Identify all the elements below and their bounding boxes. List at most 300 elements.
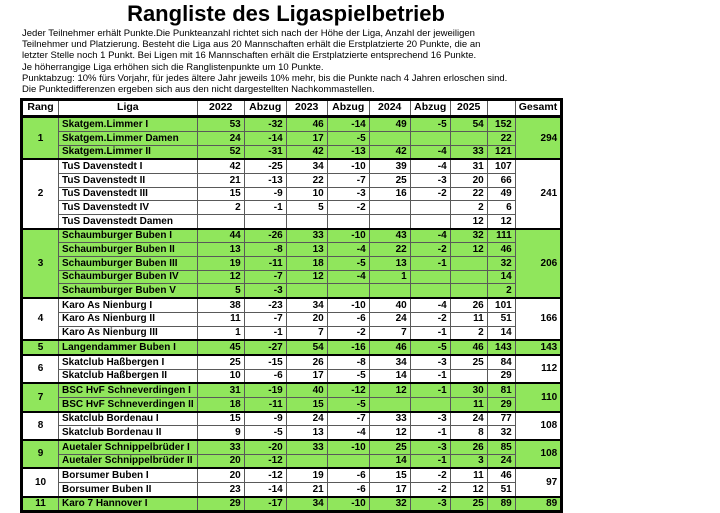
- value-cell: 2: [197, 201, 244, 215]
- document-page: [0, 2, 720, 511]
- value-cell: 53: [197, 117, 244, 132]
- team-name-cell: Karo 7 Hannover I: [59, 497, 198, 512]
- value-cell: 31: [450, 159, 487, 173]
- value-cell: 14: [487, 326, 515, 340]
- value-cell: 12: [487, 215, 515, 229]
- value-cell: -20: [244, 440, 286, 454]
- value-cell: 51: [487, 312, 515, 326]
- table-row: [22, 397, 562, 411]
- value-cell: [327, 454, 369, 468]
- value-cell: -5: [410, 117, 450, 132]
- team-name-cell: Skatgem.Limmer I: [59, 117, 198, 132]
- value-cell: 52: [197, 145, 244, 159]
- rank-cell: 5: [22, 340, 59, 355]
- table-row: [22, 243, 562, 257]
- table-row: [22, 159, 562, 173]
- value-cell: 29: [487, 369, 515, 383]
- value-cell: 17: [369, 483, 410, 497]
- table-row: [22, 497, 562, 512]
- value-cell: -5: [327, 397, 369, 411]
- value-cell: 14: [369, 454, 410, 468]
- value-cell: -1: [244, 326, 286, 340]
- header-2024: 2024: [369, 100, 410, 117]
- value-cell: -14: [327, 117, 369, 132]
- table-row: [22, 340, 562, 355]
- value-cell: 33: [450, 145, 487, 159]
- value-cell: [369, 397, 410, 411]
- table-row: [22, 201, 562, 215]
- value-cell: 25: [197, 355, 244, 369]
- value-cell: 11: [450, 312, 487, 326]
- value-cell: 34: [286, 298, 327, 312]
- header-2025: 2025: [450, 100, 487, 117]
- value-cell: -31: [244, 145, 286, 159]
- value-cell: 111: [487, 229, 515, 243]
- value-cell: 7: [286, 326, 327, 340]
- header-gesamt: Gesamt: [515, 100, 562, 117]
- value-cell: -14: [244, 131, 286, 145]
- value-cell: -6: [327, 483, 369, 497]
- value-cell: [450, 369, 487, 383]
- value-cell: -6: [244, 369, 286, 383]
- value-cell: 33: [286, 229, 327, 243]
- value-cell: [369, 201, 410, 215]
- table-row: [22, 215, 562, 229]
- value-cell: -10: [327, 159, 369, 173]
- value-cell: -14: [244, 483, 286, 497]
- value-cell: -11: [244, 397, 286, 411]
- value-cell: -5: [327, 369, 369, 383]
- value-cell: 20: [286, 312, 327, 326]
- value-cell: 20: [450, 173, 487, 187]
- team-name-cell: Schaumburger Buben III: [59, 257, 198, 271]
- value-cell: -13: [327, 145, 369, 159]
- team-name-cell: Skatclub Haßbergen I: [59, 355, 198, 369]
- value-cell: 15: [197, 412, 244, 426]
- value-cell: 21: [197, 173, 244, 187]
- team-name-cell: Schaumburger Buben I: [59, 229, 198, 243]
- value-cell: 46: [450, 340, 487, 355]
- value-cell: 40: [369, 298, 410, 312]
- value-cell: 14: [487, 270, 515, 284]
- value-cell: 9: [197, 426, 244, 440]
- value-cell: 16: [369, 187, 410, 201]
- team-name-cell: TuS Davenstedt IV: [59, 201, 198, 215]
- value-cell: -9: [244, 412, 286, 426]
- value-cell: 2: [450, 326, 487, 340]
- value-cell: 24: [450, 412, 487, 426]
- value-cell: -5: [327, 257, 369, 271]
- table-header-row: [22, 100, 562, 117]
- table-row: [22, 187, 562, 201]
- value-cell: 32: [487, 426, 515, 440]
- rank-cell: 6: [22, 355, 59, 383]
- value-cell: 101: [487, 298, 515, 312]
- table-row: [22, 355, 562, 369]
- value-cell: 42: [197, 159, 244, 173]
- value-cell: 10: [197, 369, 244, 383]
- value-cell: -27: [244, 340, 286, 355]
- value-cell: 46: [487, 243, 515, 257]
- value-cell: 29: [487, 397, 515, 411]
- value-cell: [369, 284, 410, 298]
- value-cell: -5: [327, 131, 369, 145]
- value-cell: 22: [450, 187, 487, 201]
- value-cell: 24: [197, 131, 244, 145]
- table-row: [22, 257, 562, 271]
- value-cell: 54: [286, 340, 327, 355]
- value-cell: 22: [286, 173, 327, 187]
- value-cell: 77: [487, 412, 515, 426]
- team-name-cell: Karo As Nienburg I: [59, 298, 198, 312]
- value-cell: -4: [410, 229, 450, 243]
- team-name-cell: Skatgem.Limmer Damen: [59, 131, 198, 145]
- value-cell: -17: [244, 497, 286, 512]
- rank-cell: 11: [22, 497, 59, 512]
- value-cell: 26: [450, 298, 487, 312]
- value-cell: 11: [197, 312, 244, 326]
- description-line: Punktabzug: 10% fürs Vorjahr, für jedes ältere Jahr jeweils 10% mehr, bis die Punkte nach 4 Jahren erloschen sind.: [22, 72, 508, 84]
- gesamt-cell: 108: [515, 412, 562, 440]
- table-row: [22, 369, 562, 383]
- description: [22, 28, 720, 95]
- gesamt-cell: 241: [515, 159, 562, 228]
- value-cell: 14: [369, 369, 410, 383]
- value-cell: 25: [369, 440, 410, 454]
- value-cell: -10: [327, 298, 369, 312]
- value-cell: 49: [487, 187, 515, 201]
- gesamt-cell: 89: [515, 497, 562, 512]
- header-abzug-3: Abzug: [410, 100, 450, 117]
- value-cell: 30: [450, 383, 487, 397]
- value-cell: 33: [197, 440, 244, 454]
- value-cell: -7: [327, 173, 369, 187]
- value-cell: [450, 284, 487, 298]
- value-cell: 13: [369, 257, 410, 271]
- rank-cell: 9: [22, 440, 59, 468]
- table-row: [22, 483, 562, 497]
- value-cell: 23: [197, 483, 244, 497]
- value-cell: 19: [286, 468, 327, 482]
- value-cell: 107: [487, 159, 515, 173]
- value-cell: -3: [410, 355, 450, 369]
- value-cell: -3: [244, 284, 286, 298]
- value-cell: 25: [450, 355, 487, 369]
- gesamt-cell: 97: [515, 468, 562, 496]
- team-name-cell: Skatgem.Limmer II: [59, 145, 198, 159]
- value-cell: 12: [369, 426, 410, 440]
- table-row: [22, 270, 562, 284]
- value-cell: -4: [410, 145, 450, 159]
- team-name-cell: Karo As Nienburg III: [59, 326, 198, 340]
- value-cell: [410, 215, 450, 229]
- value-cell: -12: [327, 383, 369, 397]
- value-cell: 19: [197, 257, 244, 271]
- value-cell: 1: [369, 270, 410, 284]
- team-name-cell: TuS Davenstedt II: [59, 173, 198, 187]
- value-cell: 34: [369, 355, 410, 369]
- team-name-cell: Schaumburger Buben II: [59, 243, 198, 257]
- value-cell: 42: [286, 145, 327, 159]
- value-cell: 42: [369, 145, 410, 159]
- value-cell: 84: [487, 355, 515, 369]
- value-cell: -6: [327, 468, 369, 482]
- value-cell: [450, 257, 487, 271]
- value-cell: [197, 215, 244, 229]
- value-cell: 24: [487, 454, 515, 468]
- value-cell: 121: [487, 145, 515, 159]
- team-name-cell: Karo As Nienburg II: [59, 312, 198, 326]
- gesamt-cell: 206: [515, 229, 562, 298]
- team-name-cell: Auetaler Schnippelbrüder II: [59, 454, 198, 468]
- table-row: [22, 383, 562, 397]
- gesamt-cell: 294: [515, 117, 562, 160]
- value-cell: -32: [244, 117, 286, 132]
- value-cell: 12: [450, 483, 487, 497]
- value-cell: 12: [369, 383, 410, 397]
- value-cell: -3: [410, 497, 450, 512]
- value-cell: 34: [286, 159, 327, 173]
- value-cell: -3: [327, 187, 369, 201]
- value-cell: 15: [286, 397, 327, 411]
- table-row: [22, 454, 562, 468]
- team-name-cell: Skatclub Bordenau I: [59, 412, 198, 426]
- value-cell: 24: [286, 412, 327, 426]
- value-cell: 15: [197, 187, 244, 201]
- value-cell: [450, 270, 487, 284]
- description-line: Teilnehmer und Platzierung. Besteht die Liga aus 20 Mannschaften erhält die Erstplatzierte 20 Punkte, die an: [22, 39, 481, 51]
- value-cell: [410, 270, 450, 284]
- description-line: Die Punktedifferenzen ergeben sich aus den nicht dargestellten Nachkommastellen.: [22, 84, 375, 96]
- gesamt-cell: 112: [515, 355, 562, 383]
- value-cell: 12: [286, 270, 327, 284]
- value-cell: 20: [197, 468, 244, 482]
- description-line: Jeder Teilnehmer erhält Punkte.Die Punkteanzahl richtet sich nach der Höhe der Liga, Anzahl der jeweiligen: [22, 28, 475, 39]
- value-cell: 46: [369, 340, 410, 355]
- header-abzug-1: Abzug: [244, 100, 286, 117]
- ranking-table: [20, 98, 563, 513]
- value-cell: 33: [369, 412, 410, 426]
- value-cell: [410, 131, 450, 145]
- value-cell: 17: [286, 131, 327, 145]
- table-row: [22, 173, 562, 187]
- table-row: [22, 117, 562, 132]
- value-cell: 46: [487, 468, 515, 482]
- gesamt-cell: 110: [515, 383, 562, 411]
- header-subtotal: [487, 100, 515, 117]
- value-cell: 11: [450, 397, 487, 411]
- value-cell: 26: [286, 355, 327, 369]
- value-cell: -4: [327, 243, 369, 257]
- value-cell: 22: [369, 243, 410, 257]
- value-cell: -5: [244, 426, 286, 440]
- team-name-cell: TuS Davenstedt Damen: [59, 215, 198, 229]
- value-cell: 32: [369, 497, 410, 512]
- value-cell: -10: [327, 440, 369, 454]
- rank-cell: 7: [22, 383, 59, 411]
- value-cell: 89: [487, 497, 515, 512]
- page-title: Rangliste des Ligaspielbetrieb: [127, 1, 445, 26]
- value-cell: 152: [487, 117, 515, 132]
- value-cell: 43: [369, 229, 410, 243]
- value-cell: -7: [244, 270, 286, 284]
- value-cell: 17: [286, 369, 327, 383]
- value-cell: 25: [369, 173, 410, 187]
- value-cell: 32: [450, 229, 487, 243]
- value-cell: [450, 131, 487, 145]
- value-cell: 5: [197, 284, 244, 298]
- table-row: [22, 284, 562, 298]
- value-cell: -6: [327, 312, 369, 326]
- table-row: [22, 298, 562, 312]
- table-row: [22, 145, 562, 159]
- value-cell: [369, 215, 410, 229]
- table-row: [22, 468, 562, 482]
- value-cell: -3: [410, 412, 450, 426]
- team-name-cell: TuS Davenstedt I: [59, 159, 198, 173]
- gesamt-cell: 143: [515, 340, 562, 355]
- table-row: [22, 326, 562, 340]
- value-cell: -13: [244, 173, 286, 187]
- gesamt-cell: 108: [515, 440, 562, 468]
- value-cell: 15: [369, 468, 410, 482]
- value-cell: 5: [286, 201, 327, 215]
- value-cell: 12: [450, 215, 487, 229]
- value-cell: 39: [369, 159, 410, 173]
- value-cell: 38: [197, 298, 244, 312]
- value-cell: -2: [410, 468, 450, 482]
- value-cell: -8: [327, 355, 369, 369]
- value-cell: 18: [286, 257, 327, 271]
- value-cell: 8: [450, 426, 487, 440]
- value-cell: -2: [327, 201, 369, 215]
- rank-cell: 2: [22, 159, 59, 228]
- description-line: letzter Stelle noch 1 Punkt. Bei Ligen mit 16 Mannschaften erhält die Erstplatzierte entsprechend 16 Punkte.: [22, 50, 477, 62]
- value-cell: 13: [286, 243, 327, 257]
- value-cell: -19: [244, 383, 286, 397]
- value-cell: -15: [244, 355, 286, 369]
- table-row: [22, 412, 562, 426]
- value-cell: -12: [244, 454, 286, 468]
- header-2023: 2023: [286, 100, 327, 117]
- value-cell: 21: [286, 483, 327, 497]
- value-cell: 46: [286, 117, 327, 132]
- value-cell: 7: [369, 326, 410, 340]
- value-cell: 33: [286, 440, 327, 454]
- value-cell: 22: [487, 131, 515, 145]
- value-cell: 10: [286, 187, 327, 201]
- rank-cell: 8: [22, 412, 59, 440]
- value-cell: -1: [410, 426, 450, 440]
- team-name-cell: Langendammer Buben I: [59, 340, 198, 355]
- value-cell: 81: [487, 383, 515, 397]
- value-cell: 13: [197, 243, 244, 257]
- value-cell: -23: [244, 298, 286, 312]
- team-name-cell: TuS Davenstedt III: [59, 187, 198, 201]
- value-cell: -1: [410, 326, 450, 340]
- value-cell: [410, 397, 450, 411]
- value-cell: 44: [197, 229, 244, 243]
- description-line: Je höherrangige Liga erhöhen sich die Ranglistenpunkte um 10 Punkte.: [22, 61, 324, 73]
- value-cell: 18: [197, 397, 244, 411]
- value-cell: -25: [244, 159, 286, 173]
- value-cell: 20: [197, 454, 244, 468]
- table-row: [22, 426, 562, 440]
- value-cell: 34: [286, 497, 327, 512]
- value-cell: 54: [450, 117, 487, 132]
- value-cell: 24: [369, 312, 410, 326]
- value-cell: [369, 131, 410, 145]
- value-cell: 51: [487, 483, 515, 497]
- value-cell: 12: [450, 243, 487, 257]
- value-cell: [286, 284, 327, 298]
- value-cell: -1: [410, 454, 450, 468]
- value-cell: -7: [244, 312, 286, 326]
- value-cell: 49: [369, 117, 410, 132]
- value-cell: 85: [487, 440, 515, 454]
- value-cell: 3: [450, 454, 487, 468]
- value-cell: [410, 284, 450, 298]
- value-cell: 25: [450, 497, 487, 512]
- header-liga: Liga: [59, 100, 198, 117]
- value-cell: -2: [410, 312, 450, 326]
- value-cell: -1: [244, 201, 286, 215]
- value-cell: 11: [450, 468, 487, 482]
- team-name-cell: Auetaler Schnippelbrüder I: [59, 440, 198, 454]
- ranking-table-body: [22, 117, 562, 512]
- header-rang: Rang: [22, 100, 59, 117]
- rank-cell: 10: [22, 468, 59, 496]
- team-name-cell: BSC HvF Schneverdingen II: [59, 397, 198, 411]
- value-cell: -11: [244, 257, 286, 271]
- team-name-cell: Skatclub Haßbergen II: [59, 369, 198, 383]
- team-name-cell: Borsumer Buben II: [59, 483, 198, 497]
- value-cell: 143: [487, 340, 515, 355]
- value-cell: 13: [286, 426, 327, 440]
- value-cell: -5: [410, 340, 450, 355]
- value-cell: -2: [410, 483, 450, 497]
- value-cell: 26: [450, 440, 487, 454]
- value-cell: -2: [410, 187, 450, 201]
- value-cell: 66: [487, 173, 515, 187]
- value-cell: -3: [410, 440, 450, 454]
- table-row: [22, 312, 562, 326]
- value-cell: -4: [410, 159, 450, 173]
- value-cell: 45: [197, 340, 244, 355]
- value-cell: -9: [244, 187, 286, 201]
- value-cell: 40: [286, 383, 327, 397]
- value-cell: 32: [487, 257, 515, 271]
- value-cell: -10: [327, 229, 369, 243]
- value-cell: -4: [410, 298, 450, 312]
- value-cell: 29: [197, 497, 244, 512]
- value-cell: -10: [327, 497, 369, 512]
- team-name-cell: Schaumburger Buben V: [59, 284, 198, 298]
- value-cell: -1: [410, 369, 450, 383]
- value-cell: [286, 215, 327, 229]
- rank-cell: 4: [22, 298, 59, 340]
- value-cell: [286, 454, 327, 468]
- value-cell: [410, 201, 450, 215]
- value-cell: -2: [327, 326, 369, 340]
- value-cell: -16: [327, 340, 369, 355]
- value-cell: -2: [410, 243, 450, 257]
- team-name-cell: Schaumburger Buben IV: [59, 270, 198, 284]
- rank-cell: 3: [22, 229, 59, 298]
- value-cell: -4: [327, 270, 369, 284]
- value-cell: 12: [197, 270, 244, 284]
- team-name-cell: Borsumer Buben I: [59, 468, 198, 482]
